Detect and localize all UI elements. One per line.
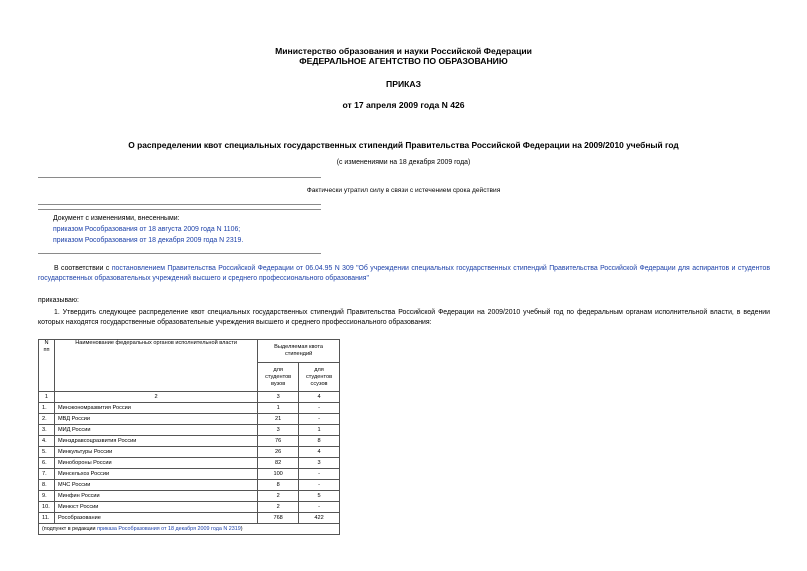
index-cell: 1 — [39, 392, 55, 403]
table-row — [39, 502, 340, 513]
document-type: ПРИКАЗ — [386, 79, 421, 89]
row-universities: 2 — [258, 491, 299, 502]
row-colleges: 5 — [299, 491, 340, 502]
changes-intro: Документ с изменениями, внесенными: — [53, 215, 180, 222]
row-num: 9. — [39, 491, 55, 502]
row-num: 8. — [39, 480, 55, 491]
row-num: 2. — [39, 414, 55, 425]
quota-table — [38, 339, 340, 535]
header-quota: Выделяемая квота стипендий — [258, 340, 340, 363]
table-row — [39, 436, 340, 447]
row-universities: 768 — [258, 513, 299, 524]
row-agency: МИД России — [54, 425, 257, 436]
row-agency: МВД России — [54, 414, 257, 425]
row-universities: 100 — [258, 469, 299, 480]
row-num: 10. — [39, 502, 55, 513]
row-universities: 82 — [258, 458, 299, 469]
row-universities: 1 — [258, 403, 299, 414]
row-agency: Минздравсоцразвития России — [54, 436, 257, 447]
header-universities: для студентов вузов — [258, 363, 299, 392]
table-note-row — [39, 524, 340, 535]
note-prefix: (подпункт в редакции — [42, 525, 98, 532]
divider-line — [38, 253, 321, 254]
row-colleges: - — [299, 502, 340, 513]
government-decree-link[interactable]: постановлением Правительства Российской Федерации от 06.04.95 N 309 "Об учреждении специальных государственных стипендий Правительства Российской Федерации для аспирантов и студентов государственных образовательных учреждений высшего и среднего профессионального образования" — [38, 265, 771, 282]
row-agency: Минсельхоз России — [54, 469, 257, 480]
table-index-row — [39, 392, 340, 403]
row-colleges: - — [299, 403, 340, 414]
table-row — [39, 403, 340, 414]
item-1-paragraph: 1. Утвердить следующее распределение квот специальных государственных стипендий Правительства Российской Федерации на 2009/2010 учебный год по федеральным органам исполнительной власти, в ведении которых находятся государственные образовательные учреждения высшего и среднего профессионального образования: — [38, 309, 770, 326]
table-note — [39, 524, 340, 535]
row-colleges: 4 — [299, 447, 340, 458]
change-link-2[interactable]: приказом Рособразования от 18 декабря 2009 года N 2319. — [53, 237, 244, 244]
preamble-paragraph — [38, 264, 770, 284]
row-universities: 21 — [258, 414, 299, 425]
row-agency: Минфин России — [54, 491, 257, 502]
note-order-link[interactable]: приказа Рособразования от 18 декабря 2009 года N 2319 — [97, 525, 241, 532]
row-num: 5. — [39, 447, 55, 458]
preamble-prefix: В соответствии с — [54, 265, 112, 272]
row-agency: Минэкономразвития России — [54, 403, 257, 414]
amended-note: (с изменениями на 18 декабря 2009 года) — [336, 159, 471, 166]
row-colleges: - — [299, 480, 340, 491]
table-row — [39, 491, 340, 502]
table-row — [39, 513, 340, 524]
header-name: Наименование федеральных органов исполнительной власти — [54, 340, 257, 392]
ministry-name: Министерство образования и науки Российской Федерации — [275, 46, 532, 56]
document-date: от 17 апреля 2009 года N 426 — [342, 100, 465, 110]
row-universities: 3 — [258, 425, 299, 436]
index-cell: 4 — [299, 392, 340, 403]
row-colleges: 422 — [299, 513, 340, 524]
row-universities: 8 — [258, 480, 299, 491]
index-cell: 3 — [258, 392, 299, 403]
row-universities: 76 — [258, 436, 299, 447]
row-universities: 26 — [258, 447, 299, 458]
header-num: N пп — [39, 340, 55, 392]
row-colleges: - — [299, 414, 340, 425]
table-row — [39, 458, 340, 469]
row-colleges: 1 — [299, 425, 340, 436]
divider-line — [38, 204, 321, 205]
row-num: 3. — [39, 425, 55, 436]
row-colleges: 3 — [299, 458, 340, 469]
row-num: 4. — [39, 436, 55, 447]
table-row — [39, 469, 340, 480]
note-suffix: ) — [240, 525, 243, 532]
row-colleges: - — [299, 469, 340, 480]
row-num: 1. — [39, 403, 55, 414]
order-word: приказываю: — [38, 297, 79, 304]
row-num: 11. — [39, 513, 55, 524]
row-agency: Минобороны России — [54, 458, 257, 469]
row-num: 7. — [39, 469, 55, 480]
table-row — [39, 480, 340, 491]
row-agency: Минкультуры России — [54, 447, 257, 458]
row-universities: 2 — [258, 502, 299, 513]
row-colleges: 8 — [299, 436, 340, 447]
row-agency: МЧС России — [54, 480, 257, 491]
row-num: 6. — [39, 458, 55, 469]
divider-line — [38, 177, 321, 178]
table-row — [39, 414, 340, 425]
index-cell: 2 — [54, 392, 257, 403]
divider-line — [38, 209, 321, 210]
document-title: О распределении квот специальных государственных стипендий Правительства Российской Федерации на 2009/2010 учебный год — [128, 140, 679, 150]
row-agency: Минюст России — [54, 502, 257, 513]
agency-name: ФЕДЕРАЛЬНОЕ АГЕНТСТВО ПО ОБРАЗОВАНИЮ — [299, 56, 508, 66]
status-note: Фактически утратил силу в связи с истечением срока действия — [306, 187, 501, 194]
table-row — [39, 425, 340, 436]
change-link-1[interactable]: приказом Рособразования от 18 августа 2009 года N 1106; — [53, 226, 241, 233]
row-agency: Рособразование — [54, 513, 257, 524]
table-row — [39, 447, 340, 458]
header-colleges: для студентов ссузов — [299, 363, 340, 392]
